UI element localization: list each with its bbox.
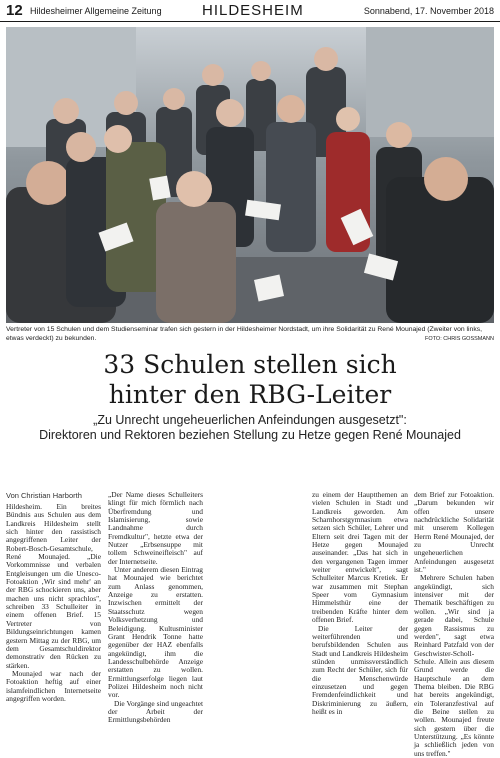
article-subhead [0, 413, 500, 443]
photo-caption [6, 326, 494, 343]
paragraph: Die Leiter der weiterführenden und berufsbildenden Schulen aus Stadt und Landkreis Hildesheim stünden unmissverständlich zum Recht der Schüler, sich für die Menschenwürde einzusetzen und gegen Fremdenfeindlichkeit und Diskriminierung zu äußern, heißt es in [312, 623, 408, 716]
paragraph: Unter anderem diesen Eintrag hat Mounajed wie berichtet zum Anlass genommen, Anzeige zu erstatten. Inzwischen ermittelt der Staatsschutz wegen Volksverhetzung und Beleidigung. Kultusminister Grant Hendrik Tonne hatte gegenüber der HAZ ebenfalls angekündigt, ihm die Landesschulbehörde Anzeige erstatten zu wollen. Ermittlungserfolge liegen laut Polizei Hildesheim noch nicht vor. [108, 565, 203, 700]
headline-line-2: hinter den RBG-Leiter [108, 380, 392, 409]
issue-date: Sonnabend, 17. November 2018 [363, 6, 494, 16]
photo-credit: FOTO: CHRIS GOSSMANN [425, 335, 494, 342]
subhead-line-1: „Zu Unrecht ungeheuerlichen Anfeindungen ausgesetzt": [93, 413, 407, 427]
section-title: HILDESHEIM [202, 2, 304, 19]
paragraph: Mehrere Schulen haben angekündigt, sich intensiver mit der Thematik beschäftigen zu wollen. „Wir sind ja gerade dabei, Schule gegen Rassismus zu werden", sagt etwa Reinhard Patzfald von der Geschwister-Scholl-Schule. Allein aus diesem Grund werde die Hauptschule an dem Thema bleiben. Die RBG hat bereits angekündigt, ein Toleranzfestival auf die Beine stellen zu wollen. Mounajed freute sich gestern über die Unterstützung. „Es könnte ja schließlich jeden von uns treffen." [414, 573, 494, 758]
paragraph: „Der Name dieses Schulleiters klingt für mich förmlich nach Überfremdung und Islamisierung, sowie Landnahme durch Fremdkultur", hetzte etwa der Nutzer „Erbsensuppe mit tollem Schweineifleisch" auf der Internetseite. [108, 490, 203, 566]
group-photo-illustration [6, 27, 494, 323]
article-column-2 [108, 490, 203, 725]
article-column-4 [414, 490, 494, 758]
headline-line-1: 33 Schulen stellen sich [103, 350, 397, 379]
page-header [0, 0, 500, 22]
paragraph: Hildesheim. Ein breites Bündnis aus Schulen aus dem Landkreis Hildesheim stellt sich hinter den rassistisch angegriffenen Leiter der Robert-Bosch-Gesamtschule, René Mounajed. „Die Vorkommnisse und verbalen Entgleisungen um die Unesco-Fotoaktion ‚Wir sind mehr' an der RBG schockieren uns, aber machen uns nicht sprachlos", schreiben 33 Schulleiter in einem offenen Brief. 15 Vertreter von Bildungseinrichtungen kamen gestern Mittag zu der RBG, um dem Gesamtschuldirektor demonstrativ den Rücken zu stärken. [6, 502, 101, 670]
caption-text: Vertreter von 15 Schulen und dem Studienseminar trafen sich gestern in der Hildesheimer Nordstadt, um ihre Solidarität zu René Mounajed (Zweiter von links, etwas verdeckt) zu bekunden. [6, 326, 483, 342]
newspaper-name: Hildesheimer Allgemeine Zeitung [30, 6, 162, 16]
group-photo [6, 27, 494, 323]
subhead-line-2: Direktoren und Rektoren beziehen Stellung zu Hetze gegen René Mounajed [39, 428, 461, 442]
paragraph: dem Brief zur Fotoaktion. „Darum bekunden wir offen unsere nachdrückliche Solidarität mit unserem Kollegen Herrn René Mounajed, der zu Unrecht ungeheuerlichen Anfeindungen ausgesetzt ist." [414, 490, 494, 575]
paragraph: zu einem der Hauptthemen an vielen Schulen in Stadt und Landkreis geworden. Am Scharnhorstgymnasium etwa setzen sich Schüler, Lehrer und Eltern seit drei Tagen mit der Hetze gegen Mounajed auseinander. „Das hat sich in den vergangenen Tagen immer weiter entwickelt", sagt Schulleiter Marcus Kretiek. Er war zusammen mit Stephan Speer vom Gymnasium Himmelsthür eine der treibenden Kräfte hinter dem offenen Brief. [312, 490, 408, 625]
article-column-3 [312, 490, 408, 716]
paragraph: Mounajed war nach der Fotoaktion heftig auf einer islamfeindlichen Internetseite angegriffen worden. [6, 668, 101, 703]
article-author: Von Christian Harborth [6, 491, 82, 500]
article-headline [0, 350, 500, 410]
page-number: 12 [6, 2, 23, 19]
paragraph: Die Vorgänge sind ungeachtet der Arbeit der Ermittlungsbehörden [108, 698, 203, 725]
article-column-1 [6, 502, 101, 703]
